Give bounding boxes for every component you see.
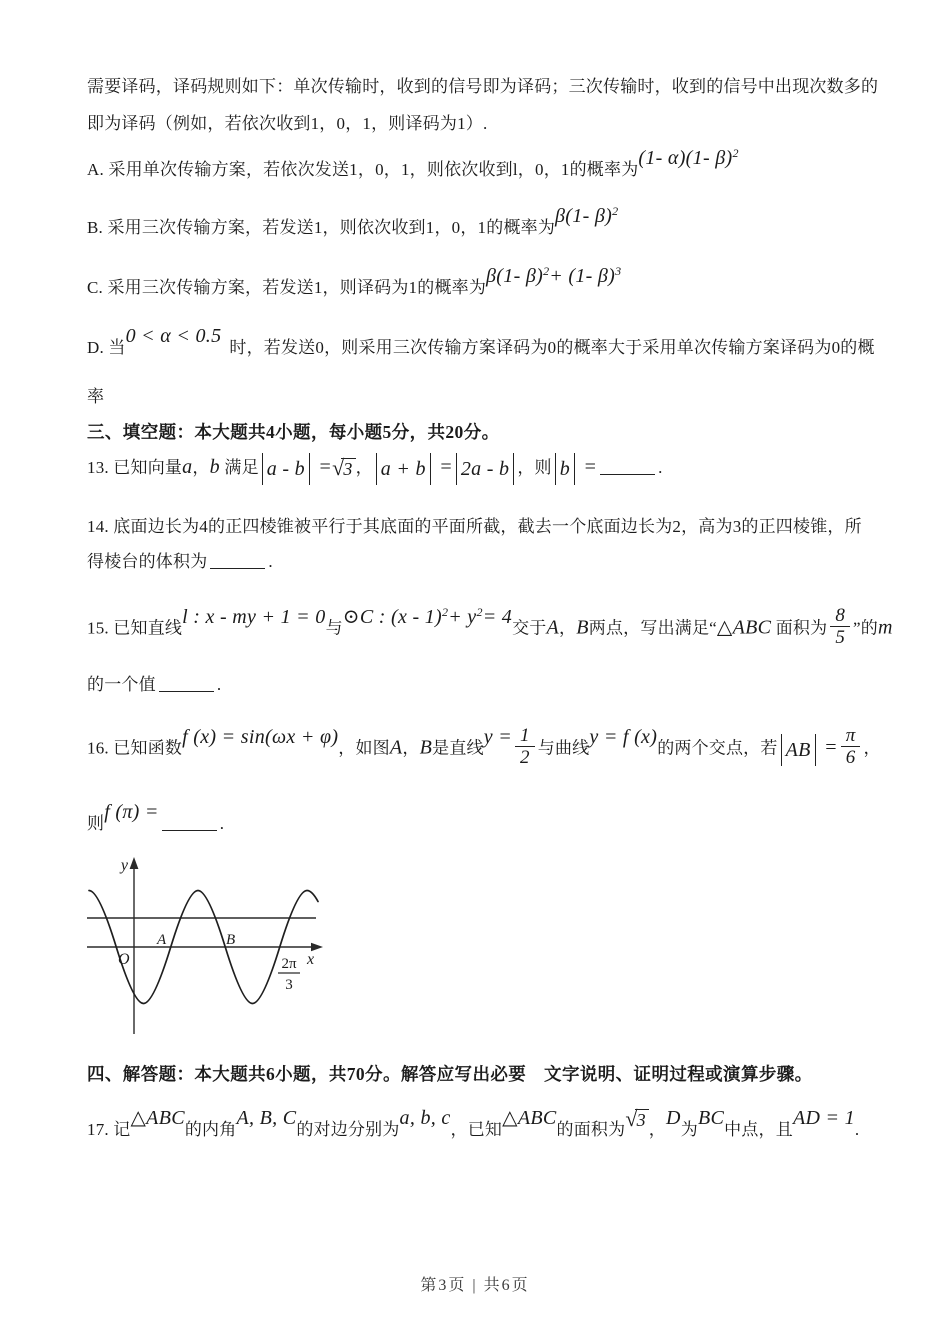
- text-run: 得棱台的体积为: [87, 552, 208, 571]
- section-4-heading: [87, 1059, 887, 1090]
- fraction: [841, 725, 861, 769]
- x-axis-label: x: [307, 951, 315, 968]
- question-13: [87, 452, 887, 485]
- option-c: C. 采用三次传输方案，若发送1，则译码为1的概率为β(1- β)$^2$+ (1- β)$^3$: [87, 272, 887, 303]
- text-run: 的面积为: [556, 1120, 626, 1139]
- answer-blank: [600, 460, 655, 475]
- x-axis-arrow-icon: [311, 943, 323, 951]
- text-run: .: [216, 675, 222, 694]
- option-b: B. 采用三次传输方案，若发送1，则依次收到1，0，1的概率为β(1- β)$^2$: [87, 212, 887, 243]
- math-run: △ABC: [502, 1107, 557, 1129]
- math-run: B: [419, 736, 433, 759]
- y-axis-label: y: [120, 857, 128, 874]
- math-run: β(1- β): [486, 265, 544, 287]
- math-run: BC: [697, 1107, 725, 1129]
- math-run: =: [433, 456, 453, 478]
- text-run: ，已知: [450, 1120, 503, 1139]
- fraction-numerator: 1: [520, 725, 530, 746]
- text-run: 即为译码（例如，若依次收到1，0，1，则译码为1）.: [87, 114, 488, 133]
- math-run: f (x) = sin(ωx + φ): [182, 725, 339, 748]
- question-14-line-1: [87, 512, 887, 542]
- math-run: =: [818, 736, 838, 759]
- text-run: ，如图: [338, 738, 390, 758]
- fraction-denominator: 5: [830, 626, 850, 648]
- text-run: 与曲线: [537, 738, 590, 758]
- fraction-numerator: 8: [835, 605, 846, 626]
- text-run: 需要译码，译码规则如下：单次传输时，收到的信号即为译码；三次传输时，收到的信号中出现次数多的: [87, 77, 879, 96]
- text-run: .: [219, 814, 225, 833]
- text-run: 时，若发送0，则采用三次传输方案译码为0的概率大于采用单次传输方案译码为0的概: [229, 338, 875, 357]
- sine-wave-figure: [85, 856, 335, 1041]
- question-14-line-2: [87, 547, 887, 577]
- text-run: ，: [402, 738, 420, 758]
- radicand: 3: [635, 1109, 649, 1130]
- text-run: 的一个值: [87, 675, 156, 694]
- math-run: A: [546, 616, 560, 639]
- math-run: A: [389, 736, 403, 759]
- question-15-line-1: 15. 已知直线l : x - my + 1 = 0与⊙C : $(x - 1)^2+ y^2= 4$交于A，B两点，写出满足“△ABC 面积为 $\frac{8}{5}$ ”的m: [87, 608, 887, 652]
- math-run: A, B, C: [236, 1107, 297, 1129]
- text-run: 面积为: [771, 618, 828, 638]
- intro-line-1: [87, 72, 887, 102]
- absolute-value: a - b: [262, 453, 310, 485]
- text-run: 则: [87, 814, 105, 833]
- math-run: y = f (x): [589, 725, 658, 748]
- text-run: 的内角: [184, 1120, 237, 1139]
- option-d-line-1: [87, 325, 887, 363]
- text-run: ，则: [517, 458, 552, 477]
- heading-text: 三、填空题：本大题共4小题，每小题5分，共20分。: [87, 422, 500, 442]
- question-15-line-2: [87, 670, 887, 700]
- text-run: .: [268, 552, 273, 571]
- fraction: [830, 605, 850, 649]
- fraction-numerator: π: [845, 725, 856, 746]
- option-a: A. 采用单次传输方案，若依次发送1，0，1，则依次收到l，0，1的概率为(1- α)(1- β)$^2$: [87, 154, 887, 185]
- square-root: [625, 1104, 648, 1136]
- text-run: 的对边分别为: [296, 1120, 400, 1139]
- text-run: 为: [680, 1120, 698, 1139]
- math-run: =: [312, 456, 333, 478]
- math-run: + y: [448, 605, 477, 628]
- page-footer: 第3页 | 共6页: [420, 1277, 530, 1294]
- text-run: ，: [355, 458, 373, 477]
- absolute-value: 2a - b: [456, 453, 514, 485]
- heading-text: 四、解答题：本大题共6小题，共70分。解答应写出必要 文字说明、证明过程或演算步骤。: [87, 1064, 813, 1084]
- math-run: △ABC: [130, 1107, 185, 1129]
- math-run: b: [209, 456, 220, 478]
- text-run: .: [658, 458, 663, 477]
- intro-line-2: [87, 109, 887, 139]
- text-run: A. 采用单次传输方案，若依次发送1，0，1，则依次收到l，0，1的概率为: [87, 160, 639, 179]
- sine-wave-plot: [85, 856, 335, 1041]
- text-run: 17. 记: [87, 1120, 131, 1139]
- math-run: B: [576, 616, 589, 639]
- fraction: [515, 725, 535, 769]
- math-run: a: [182, 456, 193, 478]
- math-run: △ABC: [716, 616, 772, 639]
- text-run: 交于: [512, 618, 547, 638]
- math-run: y =: [483, 725, 513, 748]
- text-run: ，: [648, 1120, 666, 1139]
- text-run: 15. 已知直线: [87, 618, 183, 638]
- text-run: ，: [863, 738, 881, 758]
- text-run: 中点，且: [724, 1120, 793, 1139]
- fraction-denominator: 2: [515, 746, 535, 768]
- question-16-line-2: [87, 801, 887, 839]
- text-run: .: [854, 1120, 860, 1139]
- answer-blank: [162, 816, 217, 831]
- math-run: + (1- β): [549, 265, 616, 287]
- math-run: l : x - my + 1 = 0: [182, 605, 326, 628]
- answer-blank: [210, 554, 265, 569]
- point-b-label: B: [226, 932, 236, 948]
- text-run: 率: [87, 387, 105, 406]
- question-17: [87, 1106, 887, 1147]
- y-axis-arrow-icon: [130, 857, 139, 869]
- math-run: a, b, c: [399, 1107, 451, 1129]
- text-run: 13. 已知向量: [87, 458, 183, 477]
- math-run: f (π) =: [104, 801, 159, 823]
- text-run: ，: [192, 458, 210, 477]
- text-run: 满足: [219, 458, 259, 477]
- math-run: 0 < α < 0.5: [125, 325, 222, 347]
- text-run: D. 当: [87, 338, 126, 357]
- text-run: ”的: [853, 618, 878, 638]
- x-tick-numerator: 2π: [281, 956, 297, 972]
- section-3-heading: [87, 417, 887, 448]
- math-run: D: [666, 1107, 681, 1129]
- text-run: C. 采用三次传输方案，若发送1，则译码为1的概率为: [87, 278, 487, 297]
- text-run: 是直线: [432, 738, 484, 758]
- text-run: ，: [559, 618, 577, 638]
- absolute-value: AB: [781, 734, 816, 766]
- radicand: 3: [341, 458, 355, 479]
- square-root: [332, 453, 355, 485]
- fraction-denominator: 6: [841, 746, 861, 768]
- math-run: m: [878, 616, 893, 639]
- absolute-value: a + b: [376, 453, 431, 485]
- radical-sign-icon: √: [332, 455, 345, 480]
- radical-sign-icon: √: [625, 1106, 638, 1131]
- x-tick-denominator: 3: [285, 977, 293, 993]
- math-run: β(1- β): [555, 205, 613, 227]
- math-run: ⊙C : (x - 1): [342, 605, 442, 628]
- question-16-line-1: [87, 725, 887, 772]
- text-run: 16. 已知函数: [87, 738, 183, 758]
- origin-label: O: [118, 951, 130, 968]
- text-run: 两点，写出满足“: [588, 618, 717, 638]
- answer-blank: [159, 677, 214, 692]
- text-run: 的两个交点，若: [657, 738, 778, 758]
- text-run: 14. 底面边长为4的正四棱锥被平行于其底面的平面所截，截去一个底面边长为2，高为3的正四棱锥，所: [87, 517, 862, 536]
- math-run: (1- α)(1- β): [638, 147, 733, 169]
- absolute-value: b: [555, 453, 575, 485]
- math-run: AD = 1: [792, 1107, 855, 1129]
- text-run: 与: [325, 618, 343, 638]
- point-a-label: A: [157, 932, 167, 948]
- text-run: B. 采用三次传输方案，若发送1，则依次收到1，0，1的概率为: [87, 218, 556, 237]
- math-run: = 4: [482, 605, 513, 628]
- option-d-line-2: [87, 382, 887, 412]
- math-run: =: [578, 456, 598, 478]
